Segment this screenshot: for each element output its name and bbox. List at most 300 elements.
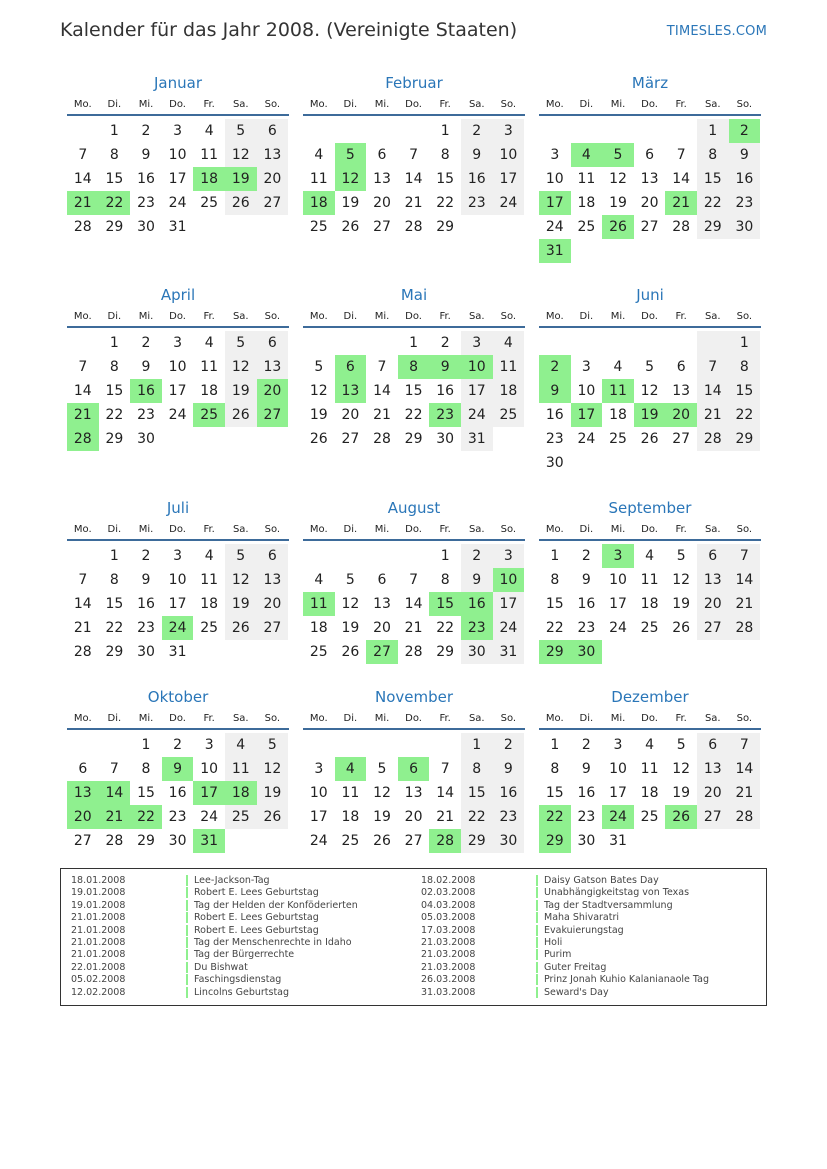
day-cell: 12 xyxy=(225,143,257,167)
day-cell: 25 xyxy=(493,403,525,427)
weekday-label: Mi. xyxy=(138,311,154,322)
day-cell: 18 xyxy=(200,383,219,399)
day-cell: 12 xyxy=(640,383,659,399)
day-cell: 22 xyxy=(729,403,761,427)
day-cell: 16 xyxy=(137,171,155,187)
day-cell: 1 xyxy=(729,331,761,355)
day-cell: 23 xyxy=(461,191,493,215)
day-cell: 10 xyxy=(609,761,627,777)
day-cell: 18 xyxy=(640,596,659,612)
day-cell: 13 xyxy=(697,568,729,592)
day-cell: 8 xyxy=(729,355,761,379)
day-cell: 9 xyxy=(141,572,151,588)
legend-date: 22.01.2008 xyxy=(71,961,126,973)
day-cell: 8 xyxy=(398,355,430,379)
days-grid xyxy=(303,116,525,239)
day-cell: 25 xyxy=(309,644,328,660)
day-cell: 23 xyxy=(577,620,596,636)
empty-cell xyxy=(366,733,398,757)
weekday-label: Do. xyxy=(405,99,422,110)
day-cell: 24 xyxy=(168,407,187,423)
empty-cell xyxy=(665,829,697,853)
holiday-color-bar xyxy=(536,912,538,923)
day-cell: 5 xyxy=(225,331,257,355)
day-cell: 12 xyxy=(225,355,257,379)
day-cell: 28 xyxy=(73,219,92,235)
day-cell: 4 xyxy=(314,147,324,163)
day-cell: 15 xyxy=(545,785,564,801)
day-cell: 30 xyxy=(137,219,155,235)
weekday-label: Fr. xyxy=(439,99,451,110)
day-cell: 25 xyxy=(341,833,360,849)
day-cell: 6 xyxy=(645,147,655,163)
day-cell: 17 xyxy=(193,781,225,805)
day-cell: 11 xyxy=(602,379,634,403)
day-cell: 15 xyxy=(105,596,124,612)
day-cell: 19 xyxy=(609,195,627,211)
weekday-label: So. xyxy=(264,99,281,110)
weekday-label: Mi. xyxy=(374,99,390,110)
legend-row xyxy=(71,987,358,999)
weekday-header xyxy=(303,519,525,541)
legend-row xyxy=(71,912,358,924)
day-cell: 28 xyxy=(697,427,729,451)
day-cell: 26 xyxy=(309,431,328,447)
day-cell: 27 xyxy=(341,431,360,447)
month-name: Mai xyxy=(400,286,428,304)
empty-cell xyxy=(366,331,398,355)
day-cell: 7 xyxy=(409,572,419,588)
holiday-color-bar xyxy=(536,974,538,985)
day-cell: 4 xyxy=(613,359,623,375)
weekday-label: Mo. xyxy=(545,99,564,110)
day-cell: 30 xyxy=(137,644,155,660)
day-cell: 22 xyxy=(105,407,124,423)
month-name: April xyxy=(160,286,196,304)
day-cell: 12 xyxy=(309,383,328,399)
day-cell: 27 xyxy=(640,219,659,235)
empty-cell xyxy=(539,119,571,143)
days-grid xyxy=(67,541,289,664)
day-cell: 10 xyxy=(609,572,627,588)
day-cell: 2 xyxy=(539,355,571,379)
day-cell: 3 xyxy=(204,737,214,753)
legend-holiday-name: Du Bishwat xyxy=(194,961,248,973)
day-cell: 4 xyxy=(571,143,603,167)
day-cell: 11 xyxy=(225,757,257,781)
empty-cell xyxy=(602,119,634,143)
day-cell: 6 xyxy=(78,761,88,777)
holiday-color-bar xyxy=(186,900,188,911)
day-cell: 12 xyxy=(609,171,627,187)
day-cell: 6 xyxy=(398,757,430,781)
day-cell: 22 xyxy=(99,191,131,215)
empty-cell xyxy=(335,331,367,355)
weekday-label: Di. xyxy=(343,713,358,724)
legend-holiday-name: Robert E. Lees Geburtstag xyxy=(194,924,319,936)
day-cell: 17 xyxy=(309,809,328,825)
month-name: September xyxy=(608,499,692,517)
legend-holiday-name: Faschingsdienstag xyxy=(194,974,282,986)
empty-cell xyxy=(257,829,289,853)
day-cell: 22 xyxy=(404,407,423,423)
weekday-label: So. xyxy=(736,524,753,535)
weekday-label: Sa. xyxy=(704,99,721,110)
empty-cell xyxy=(398,733,430,757)
weekday-label: Fr. xyxy=(439,311,451,322)
day-cell: 14 xyxy=(73,383,92,399)
legend-date: 21.01.2008 xyxy=(71,949,126,961)
day-cell: 25 xyxy=(309,219,328,235)
legend-holiday-name: Purim xyxy=(544,949,572,961)
empty-cell xyxy=(366,119,398,143)
holiday-color-bar xyxy=(186,887,188,898)
empty-cell xyxy=(193,640,225,664)
weekday-label: Do. xyxy=(405,713,422,724)
day-cell: 4 xyxy=(314,572,324,588)
empty-cell xyxy=(571,451,603,475)
day-cell: 24 xyxy=(200,809,219,825)
empty-cell xyxy=(634,451,666,475)
legend-holiday-name: Lincolns Geburtstag xyxy=(194,986,290,998)
empty-cell xyxy=(634,119,666,143)
weekday-label: Fr. xyxy=(203,713,215,724)
day-cell: 5 xyxy=(257,733,289,757)
legend-holiday-name: Holi xyxy=(544,936,563,948)
day-cell: 23 xyxy=(729,191,761,215)
day-cell: 22 xyxy=(461,805,493,829)
weekday-label: Mo. xyxy=(309,311,328,322)
day-cell: 7 xyxy=(78,359,88,375)
day-cell: 24 xyxy=(461,403,493,427)
days-grid xyxy=(67,328,289,451)
weekday-label: So. xyxy=(736,99,753,110)
day-cell: 29 xyxy=(105,644,124,660)
day-cell: 21 xyxy=(67,191,99,215)
weekday-label: Do. xyxy=(169,99,186,110)
day-cell: 13 xyxy=(373,171,391,187)
legend-date: 18.01.2008 xyxy=(71,875,126,886)
empty-cell xyxy=(729,451,761,475)
legend-row xyxy=(421,912,709,924)
day-cell: 15 xyxy=(404,383,423,399)
empty-cell xyxy=(225,829,257,853)
weekday-label: Do. xyxy=(641,524,658,535)
weekday-label: Sa. xyxy=(468,713,485,724)
day-cell: 12 xyxy=(672,572,691,588)
day-cell: 17 xyxy=(168,596,187,612)
day-cell: 25 xyxy=(609,431,627,447)
weekday-label: Mo. xyxy=(73,311,92,322)
day-cell: 19 xyxy=(341,195,360,211)
day-cell: 29 xyxy=(137,833,155,849)
day-cell: 9 xyxy=(429,355,461,379)
day-cell: 28 xyxy=(67,427,99,451)
weekday-header xyxy=(67,708,289,730)
day-cell: 26 xyxy=(672,620,691,636)
weekday-label: Sa. xyxy=(704,524,721,535)
weekday-label: Di. xyxy=(107,311,122,322)
weekday-header xyxy=(539,708,761,730)
day-cell: 14 xyxy=(672,171,691,187)
empty-cell xyxy=(539,331,571,355)
weekday-label: Fr. xyxy=(675,99,687,110)
day-cell: 8 xyxy=(461,757,493,781)
legend-row xyxy=(421,900,709,912)
day-cell: 20 xyxy=(404,809,423,825)
weekday-label: Mo. xyxy=(545,311,564,322)
day-cell: 21 xyxy=(665,191,697,215)
month-name: Dezember xyxy=(611,688,689,706)
day-cell: 2 xyxy=(141,123,151,139)
legend-date: 19.01.2008 xyxy=(71,887,126,899)
legend-row xyxy=(421,875,709,887)
day-cell: 9 xyxy=(162,757,194,781)
day-cell: 20 xyxy=(257,592,289,616)
day-cell: 24 xyxy=(493,616,525,640)
day-cell: 13 xyxy=(697,757,729,781)
empty-cell xyxy=(225,215,257,239)
empty-cell xyxy=(634,640,666,664)
day-cell: 15 xyxy=(137,785,155,801)
weekday-label: Sa. xyxy=(468,99,485,110)
month-block xyxy=(67,72,289,239)
day-cell: 31 xyxy=(539,239,571,263)
day-cell: 1 xyxy=(550,737,560,753)
empty-cell xyxy=(697,829,729,853)
site-logo[interactable]: TIMESLES.COM xyxy=(666,24,767,39)
day-cell: 11 xyxy=(309,171,328,187)
weekday-label: Fr. xyxy=(203,524,215,535)
empty-cell xyxy=(493,427,525,451)
legend-holiday-name: Robert E. Lees Geburtstag xyxy=(194,912,319,924)
day-cell: 2 xyxy=(729,119,761,143)
day-cell: 12 xyxy=(335,167,367,191)
legend-row xyxy=(71,875,358,887)
day-cell: 24 xyxy=(577,431,596,447)
day-cell: 8 xyxy=(141,761,151,777)
month-name: Juni xyxy=(636,286,664,304)
day-cell: 19 xyxy=(634,403,666,427)
day-cell: 6 xyxy=(697,733,729,757)
day-cell: 22 xyxy=(105,620,124,636)
day-cell: 20 xyxy=(67,805,99,829)
day-cell: 5 xyxy=(314,359,324,375)
weekday-label: Fr. xyxy=(439,713,451,724)
month-block xyxy=(303,686,525,853)
month-block xyxy=(303,497,525,664)
weekday-header xyxy=(303,306,525,328)
legend-holiday-name: Robert E. Lees Geburtstag xyxy=(194,887,319,899)
day-cell: 9 xyxy=(581,761,591,777)
day-cell: 13 xyxy=(404,785,423,801)
empty-cell xyxy=(99,733,131,757)
day-cell: 19 xyxy=(309,407,328,423)
day-cell: 9 xyxy=(461,568,493,592)
empty-cell xyxy=(602,640,634,664)
empty-cell xyxy=(303,544,335,568)
day-cell: 13 xyxy=(257,568,289,592)
month-block xyxy=(539,686,761,853)
month-block xyxy=(303,72,525,239)
day-cell: 2 xyxy=(141,335,151,351)
legend-row xyxy=(421,887,709,899)
weekday-label: Sa. xyxy=(232,311,249,322)
weekday-label: Sa. xyxy=(468,524,485,535)
day-cell: 10 xyxy=(493,568,525,592)
day-cell: 16 xyxy=(729,167,761,191)
empty-cell xyxy=(398,544,430,568)
day-cell: 19 xyxy=(225,592,257,616)
day-cell: 29 xyxy=(105,431,124,447)
day-cell: 14 xyxy=(729,757,761,781)
day-cell: 16 xyxy=(461,167,493,191)
day-cell: 5 xyxy=(225,544,257,568)
legend-date: 05.02.2008 xyxy=(71,974,126,986)
holiday-color-bar xyxy=(186,949,188,960)
holiday-color-bar xyxy=(536,949,538,960)
legend-row xyxy=(421,925,709,937)
day-cell: 2 xyxy=(173,737,183,753)
day-cell: 22 xyxy=(697,191,729,215)
day-cell: 29 xyxy=(436,219,455,235)
day-cell: 3 xyxy=(550,147,560,163)
day-cell: 14 xyxy=(436,785,455,801)
day-cell: 21 xyxy=(67,403,99,427)
weekday-label: Fr. xyxy=(675,311,687,322)
day-cell: 27 xyxy=(697,805,729,829)
empty-cell xyxy=(335,544,367,568)
day-cell: 12 xyxy=(257,757,289,781)
weekday-label: Sa. xyxy=(704,713,721,724)
day-cell: 4 xyxy=(335,757,367,781)
day-cell: 1 xyxy=(697,119,729,143)
day-cell: 7 xyxy=(377,359,387,375)
weekday-label: Mo. xyxy=(309,524,328,535)
weekday-header xyxy=(67,306,289,328)
day-cell: 26 xyxy=(665,805,697,829)
day-cell: 29 xyxy=(404,431,423,447)
day-cell: 4 xyxy=(225,733,257,757)
day-cell: 18 xyxy=(309,620,328,636)
empty-cell xyxy=(398,119,430,143)
day-cell: 6 xyxy=(257,331,289,355)
day-cell: 27 xyxy=(257,403,289,427)
legend-row xyxy=(421,962,709,974)
day-cell: 19 xyxy=(672,785,691,801)
legend-date: 18.02.2008 xyxy=(421,875,476,886)
day-cell: 20 xyxy=(640,195,659,211)
day-cell: 18 xyxy=(193,167,225,191)
empty-cell xyxy=(634,239,666,263)
day-cell: 4 xyxy=(645,737,655,753)
weekday-label: Do. xyxy=(641,311,658,322)
weekday-label: Mo. xyxy=(73,713,92,724)
empty-cell xyxy=(665,331,697,355)
holiday-color-bar xyxy=(536,962,538,973)
day-cell: 11 xyxy=(493,355,525,379)
day-cell: 16 xyxy=(168,785,187,801)
day-cell: 23 xyxy=(577,809,596,825)
day-cell: 16 xyxy=(545,407,564,423)
day-cell: 27 xyxy=(404,833,423,849)
empty-cell xyxy=(225,640,257,664)
month-block xyxy=(539,497,761,664)
weekday-label: So. xyxy=(500,524,517,535)
day-cell: 29 xyxy=(539,829,571,853)
day-cell: 22 xyxy=(539,805,571,829)
day-cell: 25 xyxy=(577,219,596,235)
empty-cell xyxy=(335,733,367,757)
weekday-label: Di. xyxy=(343,524,358,535)
days-grid xyxy=(539,730,761,853)
day-cell: 26 xyxy=(225,191,257,215)
empty-cell xyxy=(67,544,99,568)
holiday-color-bar xyxy=(186,875,188,886)
legend-date: 21.03.2008 xyxy=(421,961,476,973)
holiday-color-bar xyxy=(536,937,538,948)
weekday-label: Mi. xyxy=(374,713,390,724)
day-cell: 6 xyxy=(335,355,367,379)
day-cell: 21 xyxy=(729,592,761,616)
holiday-color-bar xyxy=(186,962,188,973)
day-cell: 25 xyxy=(200,620,219,636)
month-block xyxy=(539,72,761,263)
weekday-label: Mi. xyxy=(610,713,626,724)
day-cell: 17 xyxy=(493,592,525,616)
day-cell: 28 xyxy=(404,644,423,660)
day-cell: 7 xyxy=(440,761,450,777)
weekday-header xyxy=(539,519,761,541)
day-cell: 23 xyxy=(429,403,461,427)
holiday-legend xyxy=(60,868,767,1006)
day-cell: 5 xyxy=(225,119,257,143)
day-cell: 30 xyxy=(493,829,525,853)
month-block xyxy=(67,284,289,451)
day-cell: 18 xyxy=(493,379,525,403)
weekday-label: Do. xyxy=(641,99,658,110)
legend-date: 05.03.2008 xyxy=(421,912,476,924)
day-cell: 7 xyxy=(109,761,119,777)
holiday-color-bar xyxy=(186,937,188,948)
day-cell: 30 xyxy=(137,431,155,447)
day-cell: 23 xyxy=(461,616,493,640)
weekday-label: Mo. xyxy=(309,713,328,724)
empty-cell xyxy=(634,829,666,853)
day-cell: 7 xyxy=(729,544,761,568)
day-cell: 21 xyxy=(404,620,423,636)
weekday-label: Mi. xyxy=(138,713,154,724)
day-cell: 30 xyxy=(729,215,761,239)
days-grid xyxy=(539,541,761,664)
day-cell: 20 xyxy=(373,195,391,211)
day-cell: 12 xyxy=(341,596,360,612)
empty-cell xyxy=(366,544,398,568)
day-cell: 3 xyxy=(493,544,525,568)
day-cell: 26 xyxy=(257,805,289,829)
legend-date: 21.03.2008 xyxy=(421,949,476,961)
day-cell: 22 xyxy=(436,620,455,636)
empty-cell xyxy=(67,119,99,143)
day-cell: 28 xyxy=(105,833,124,849)
legend-row xyxy=(71,974,358,986)
day-cell: 8 xyxy=(550,761,560,777)
day-cell: 27 xyxy=(672,431,691,447)
weekday-label: Do. xyxy=(641,713,658,724)
day-cell: 10 xyxy=(168,147,187,163)
day-cell: 5 xyxy=(377,761,387,777)
day-cell: 28 xyxy=(404,219,423,235)
